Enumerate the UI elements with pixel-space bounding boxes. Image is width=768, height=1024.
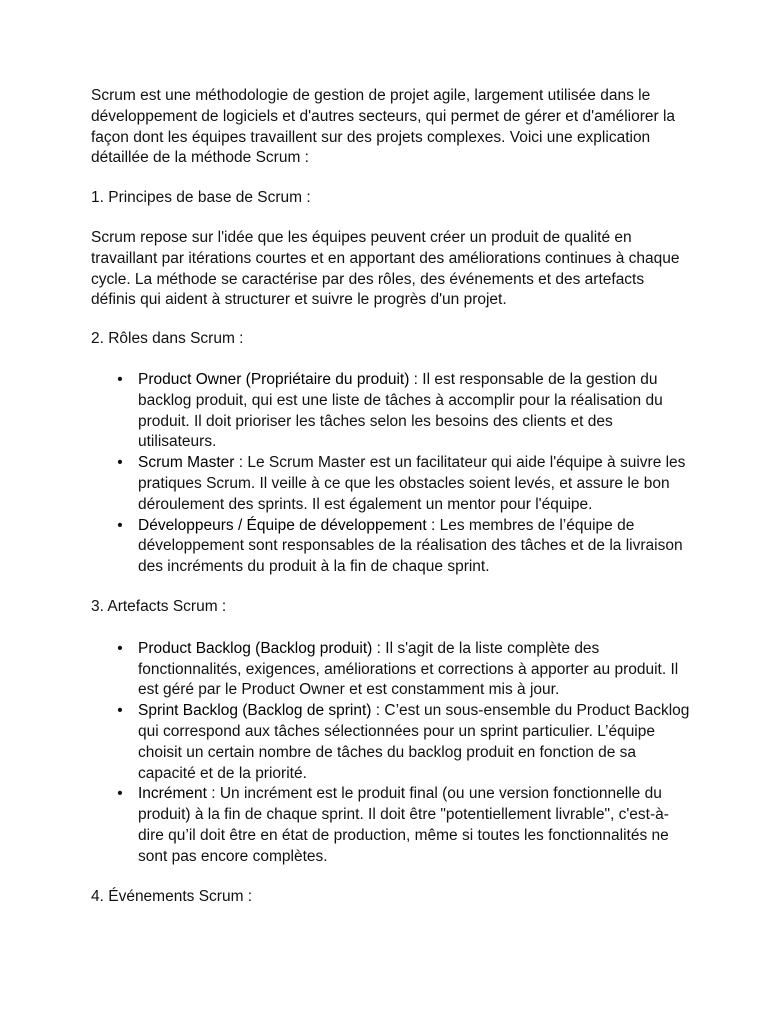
list-item <box>117 453 691 515</box>
list-item <box>117 516 691 578</box>
role-term: Scrum Master <box>138 454 235 472</box>
bullet-icon: • <box>117 370 123 388</box>
bullet-icon: • <box>117 702 123 720</box>
role-term: Développeurs / Équipe de développement <box>138 516 427 534</box>
list-item <box>117 784 691 867</box>
role-description: : Le Scrum Master est un facilitateur qui aide l'équipe à suivre les pratiques Scrum. Il veille à ce que les obstacles soient levés, et assure le bon déroulement des sprints. Il est également un mentor pour l'équipe. <box>138 454 686 513</box>
roles-list <box>91 370 691 578</box>
document-page <box>91 86 691 907</box>
role-description: : Il est responsable de la gestion du backlog produit, qui est une liste de tâches à accomplir pour la réalisation du produit. Il doit prioriser les tâches selon les besoins des clients et des utilisateurs. <box>138 370 663 451</box>
artefact-description: : Il s'agit de la liste complète des fonctionnalités, exigences, améliorations et corrections à apporter au produit. Il est géré par le Product Owner et est constamment mis à jour. <box>138 639 679 699</box>
role-term: Product Owner (Propriétaire du produit) <box>138 370 410 388</box>
section-heading-artefacts: 3. Artefacts Scrum : <box>91 597 227 615</box>
bullet-icon: • <box>117 454 123 472</box>
bullet-icon: • <box>117 639 123 657</box>
list-item <box>117 701 691 784</box>
list-item <box>117 370 691 453</box>
section-heading-roles: 2. Rôles dans Scrum : <box>91 330 244 348</box>
intro-paragraph: Scrum est une méthodologie de gestion de projet agile, largement utilisée dans le développement de logiciels et d'autres secteurs, qui permet de gérer et d'améliorer la façon dont les équipes travaillent sur des projets complexes. Voici une explication détaillée de la méthode Scrum : <box>91 87 676 167</box>
artefacts-list <box>91 639 691 868</box>
artefact-term: Incrément <box>138 785 207 803</box>
principes-paragraph: Scrum repose sur l'idée que les équipes peuvent créer un produit de qualité en travaillant par itérations courtes et en apportant des améliorations continues à chaque cycle. La méthode se caractérise par des rôles, des événements et des artefacts définis qui aident à structurer et suivre le progrès d'un projet. <box>91 228 680 309</box>
artefact-description: : Un incrément est le produit final (ou une version fonctionnelle du produit) à la fin de chaque sprint. Il doit être "potentiellement livrable", c'est-à-dire qu’il doit être en état de production, même si toutes les fonctionnalités ne sont pas encore complètes. <box>138 785 669 865</box>
section-heading-evenements: 4. Événements Scrum : <box>91 887 253 905</box>
artefact-term: Sprint Backlog (Backlog de sprint) <box>138 702 372 720</box>
artefact-term: Product Backlog (Backlog produit) <box>138 639 373 657</box>
bullet-icon: • <box>117 516 123 534</box>
artefact-description: : C’est un sous-ensemble du Product Backlog qui correspond aux tâches sélectionnées pour un sprint particulier. L’équipe choisit un certain nombre de tâches du backlog produit en fonction de sa capacité et de la priorité. <box>138 702 690 782</box>
role-description: : Les membres de l’équipe de développement sont responsables de la réalisation des tâches et de la livraison des incréments du produit à la fin de chaque sprint. <box>138 516 683 576</box>
bullet-icon: • <box>117 785 123 803</box>
list-item <box>117 639 691 701</box>
section-heading-principes: 1. Principes de base de Scrum : <box>91 189 311 207</box>
